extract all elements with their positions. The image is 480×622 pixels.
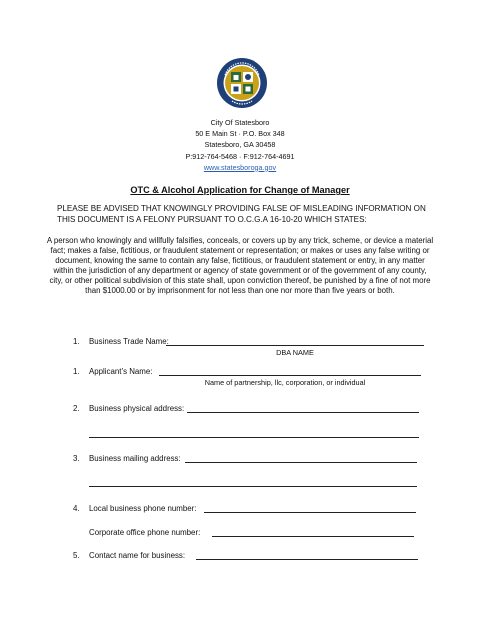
- local-phone-label: [73, 504, 196, 513]
- corporate-phone-line[interactable]: [212, 536, 414, 537]
- legal-warning: PLEASE BE ADVISED THAT KNOWINGLY PROVIDING FALSE OF MISLEADING INFORMATION ON THIS DOCUMENT IS A FELONY PURSUANT TO O.C.G.A 16-10-20 WHICH STATES:: [57, 204, 426, 224]
- physical-address-line-1[interactable]: [187, 412, 419, 413]
- physical-address-label: [73, 404, 184, 413]
- business-trade-name-label: [73, 337, 169, 346]
- corporate-phone-label: Corporate office phone number:: [89, 528, 201, 537]
- field-label: Contact name for business:: [89, 551, 186, 560]
- contact-name-label: [73, 551, 185, 560]
- field-label: Business mailing address:: [89, 454, 181, 463]
- field-label: Business Trade Name:: [89, 337, 169, 346]
- field-number: 5.: [73, 551, 80, 560]
- address-line-1: City Of Statesboro: [210, 118, 270, 127]
- city-address-block: [0, 117, 480, 173]
- field-number: 3.: [73, 454, 80, 463]
- applicant-name-line[interactable]: [159, 375, 421, 376]
- address-line-4: P:912-764-5468 · F:912-764-4691: [185, 151, 295, 161]
- field-label: Applicant’s Name:: [89, 367, 153, 376]
- field-number: 2.: [73, 404, 80, 413]
- contact-name-line[interactable]: [196, 559, 418, 560]
- statute-text: A person who knowingly and willfully falsifies, conceals, or covers up by any trick, scheme, or device a material fact; makes a false, fictitious, or fraudulent statement or representation; or makes or uses any false writing or document, knowing the same to contain any false, fictitious, or fraudulent statement or entry, in any matter within the jurisdiction of any department or agency of state government or of the government of any county, city, or other political subdivision of this state shall, upon conviction thereof, be punished by a fine of not more than $1000.00 or by imprisonment for not less than one nor more than five years or both.: [46, 236, 434, 296]
- field-number: 1.: [73, 367, 80, 376]
- page-title: OTC & Alcohol Application for Change of Manager: [130, 185, 350, 195]
- applicant-name-label: [73, 367, 152, 376]
- field-label: Local business phone number:: [89, 504, 197, 513]
- business-trade-name-line[interactable]: [166, 345, 424, 346]
- field-number: 4.: [73, 504, 80, 513]
- dba-name-caption: DBA NAME: [276, 348, 314, 357]
- mailing-address-line-1[interactable]: [185, 462, 417, 463]
- website-link[interactable]: www.statesboroga.gov: [203, 162, 277, 172]
- field-number: 1.: [73, 337, 80, 346]
- local-phone-line[interactable]: [204, 512, 416, 513]
- city-seal-logo: [216, 57, 268, 109]
- applicant-name-caption: Name of partnership, llc, corporation, or individual: [204, 378, 366, 387]
- physical-address-line-2[interactable]: [89, 437, 419, 438]
- field-label: Business physical address:: [89, 404, 185, 413]
- mailing-address-label: [73, 454, 181, 463]
- address-line-3: Statesboro, GA 30458: [204, 140, 276, 150]
- address-line-2: 50 E Main St · P.O. Box 348: [195, 129, 285, 139]
- mailing-address-line-2[interactable]: [89, 486, 417, 487]
